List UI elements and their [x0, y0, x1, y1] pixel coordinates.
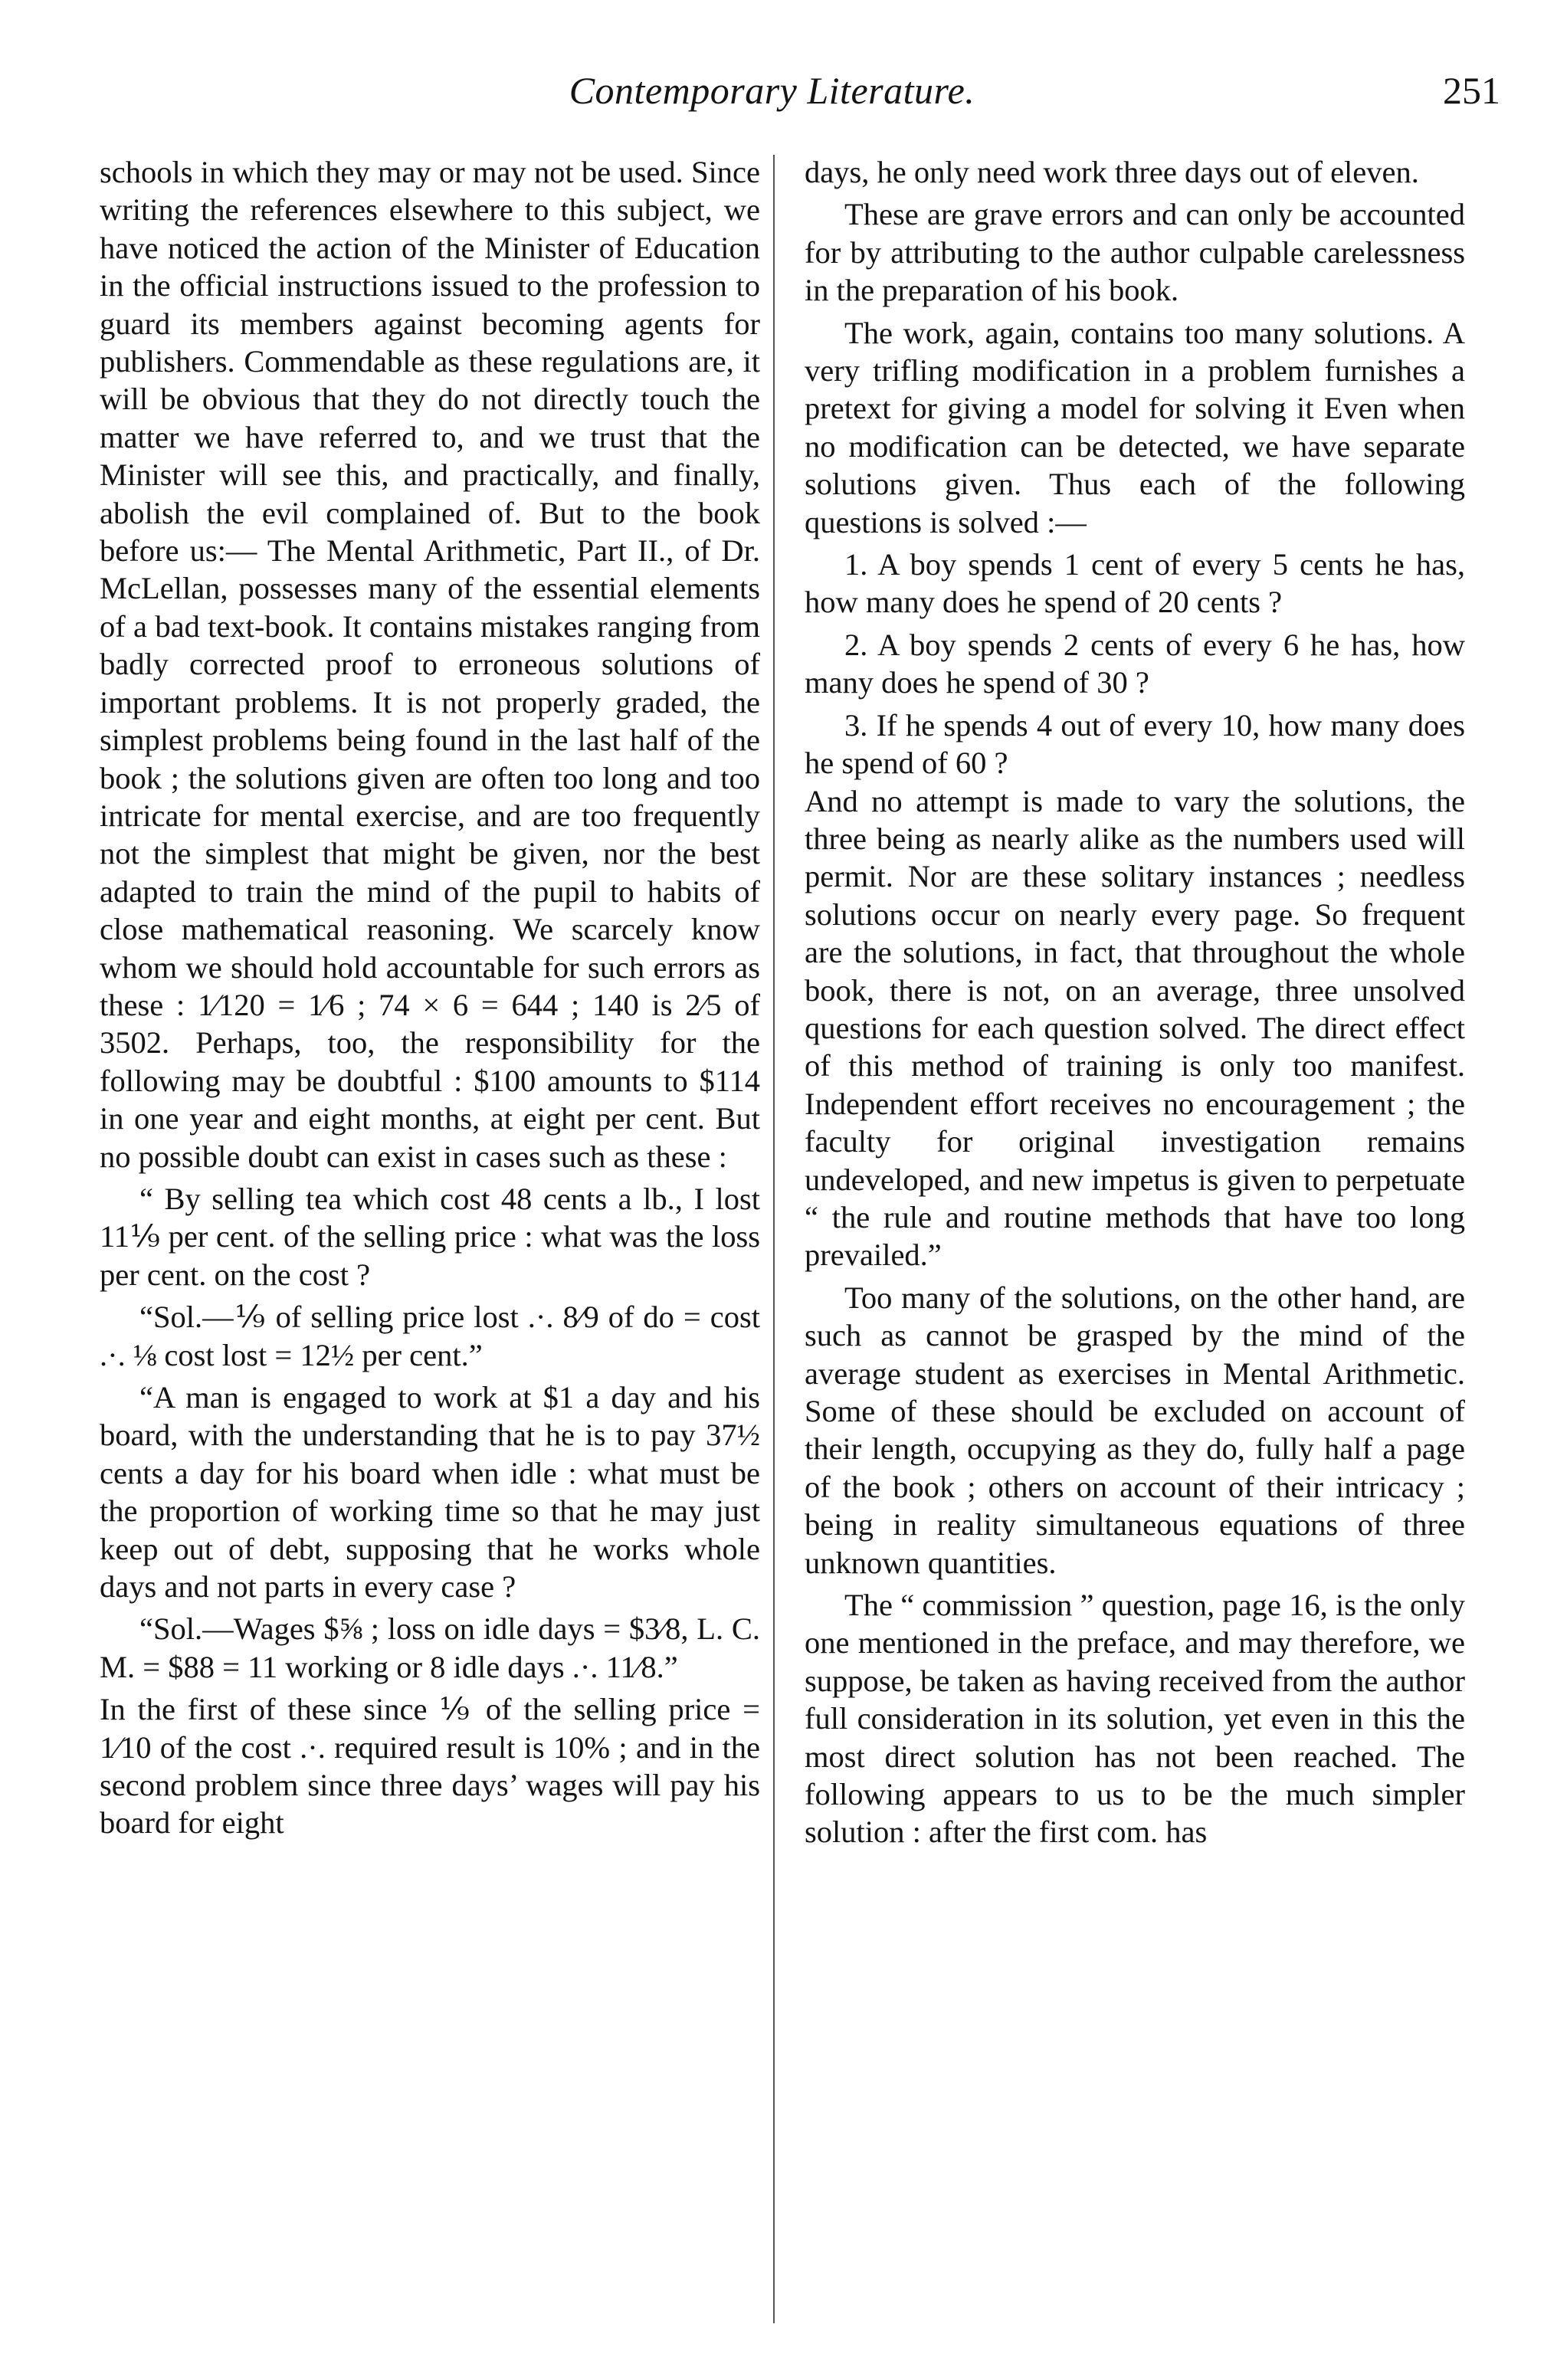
paragraph: And no attempt is made to vary the solutions, the three being as nearly alike as the numbers used will permit. Nor are these solitary instances ; needless solutions occur on nearly every page. So frequent are the solutions, in fact, that throughout the whole book, there is not, on an average, three unsolved questions for each question solved. The direct effect of this method of training is only too manifest. Independent effort receives no encouragement ; the faculty for original investigation remains undeveloped, and new impetus is given to perpetuate “ the rule and routine methods that have too long prevailed.” [805, 783, 1465, 1273]
list-item: 3. If he spends 4 out of every 10, how many does he spend of 60 ? [805, 707, 1465, 781]
paragraph: “A man is engaged to work at $1 a day and his board, with the understanding that he is to pay 37½ cents a day for his board when idle : what must be the proportion of working time so that he may just keep out of debt, supposing that he works whole days and not parts in every case ? [100, 1380, 760, 1605]
paragraph: “ By selling tea which cost 48 cents a lb., I lost 11⅑ per cent. of the selling price : what was the loss per cent. on the cost ? [100, 1181, 760, 1292]
paragraph: Too many of the solutions, on the other hand, are such as cannot be grasped by the mind of the average student as exercises in Mental Arithmetic. Some of these should be excluded on account of their length, occupying as they do, fully half a page of the book ; others on account of their intricacy ; being in reality simultaneous equations of three unknown quantities. [805, 1280, 1465, 1580]
right-column [805, 153, 1465, 1851]
paragraph: In the first of these since ⅑ of the selling price = 1⁄10 of the cost .·. required result is 10% ; and in the second problem since three days’ wages will pay his board for eight [100, 1692, 760, 1841]
running-title: Contemporary Literature. [569, 69, 975, 112]
list-item: 1. A boy spends 1 cent of every 5 cents he has, how many does he spend of 20 cents ? [805, 547, 1465, 620]
paragraph: “Sol.—Wages $⅝ ; loss on idle days = $3⁄8, L. C. M. = $88 = 11 working or 8 idle days .·. 11⁄8.” [100, 1611, 760, 1684]
page-number: 251 [1443, 69, 1500, 112]
paragraph: “Sol.—⅑ of selling price lost .·. 8⁄9 of do = cost .·. ⅛ cost lost = 12½ per cent.” [100, 1300, 760, 1372]
paragraph: The “ commission ” question, page 16, is the only one mentioned in the preface, and may therefore, we suppose, be taken as having received from the author full consideration in its solution, yet even in this the most direct solution has not been reached. The following appears to us to be the much simpler solution : after the first com. has [805, 1588, 1465, 1850]
left-column [100, 153, 760, 1842]
column-divider [773, 155, 775, 2323]
paragraph: These are grave errors and can only be accounted for by attributing to the author culpable carelessness in the preparation of his book. [805, 197, 1465, 308]
list-item: 2. A boy spends 2 cents of every 6 he has, how many does he spend of 30 ? [805, 627, 1465, 700]
paragraph: The work, again, contains too many solutions. A very trifling modification in a problem furnishes a pretext for giving a model for solving it Even when no modification can be detected, we have separate solutions given. Thus each of the following questions is solved :— [805, 315, 1465, 539]
paragraph: days, he only need work three days out of eleven. [805, 155, 1419, 189]
paragraph: schools in which they may or may not be used. Since writing the references elsewhere to this subject, we have noticed the action of the Minister of Education in the official instructions issued to the profession to guard its members against becoming agents for publishers. Commendable as these regulations are, it will be obvious that they do not directly touch the matter we have referred to, and we trust that the Minister will see this, and practically, and finally, abolish the evil complained of. But to the book before us:— The Mental Arithmetic, Part II., of Dr. McLellan, possesses many of the essential elements of a bad text-book. It contains mistakes ranging from badly corrected proof to erroneous solutions of important problems. It is not properly graded, the simplest problems being found in the last half of the book ; the solutions given are often too long and too intricate for mental exercise, and are too frequently not the simplest that might be given, nor the best adapted to train the mind of the pupil to habits of close mathematical reasoning. We scarcely know whom we should hold accountable for such errors as these : 1⁄120 = 1⁄6 ; 74 × 6 = 644 ; 140 is 2⁄5 of 3502. Perhaps, too, the responsibility for the following may be doubtful : $100 amounts to $114 in one year and eight months, at eight per cent. But no possible doubt can exist in cases such as these : [100, 155, 760, 1174]
